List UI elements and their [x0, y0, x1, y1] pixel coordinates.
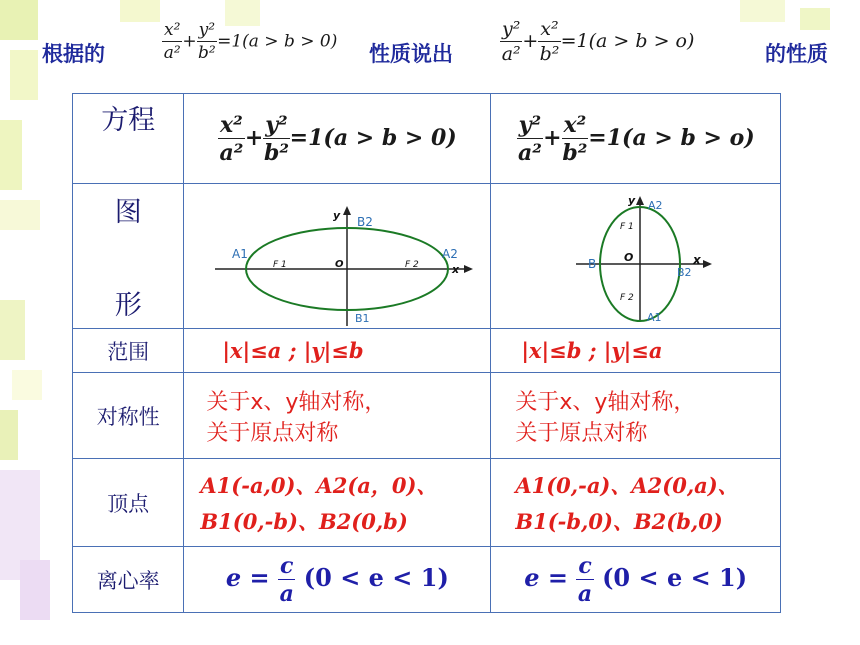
label-symmetry: 对称性: [73, 373, 184, 459]
row-eccentricity: [73, 547, 781, 613]
label-A2: A2: [442, 247, 459, 261]
decor-square: [740, 0, 785, 22]
label-F1: F 1: [273, 260, 288, 270]
heading-equation-2: $\frac{\text{y²}}{\text{a²}}$ + $\frac{\text{x²}}{\text{b²}}$ =1(a > b > o): [501, 18, 695, 65]
label-graph-bottom: 形: [114, 290, 142, 321]
label-equation: 方程: [73, 94, 184, 184]
label-graph: [73, 184, 184, 329]
cell-equation-right: [491, 94, 781, 184]
eccentricity-left: e = $\frac{c}{a}$ (0 < e < 1): [225, 552, 449, 607]
decor-square: [12, 370, 42, 400]
heading-intro: 根据的: [42, 42, 105, 66]
label-eccentricity: 离心率: [73, 547, 184, 613]
decor-square: [20, 560, 50, 620]
y-axis-label: y: [627, 194, 635, 207]
label-B2: B2: [357, 215, 374, 229]
y-axis-arrow: [343, 206, 351, 215]
x-axis-label: x: [452, 263, 460, 276]
label-A1: A1: [232, 247, 249, 261]
label-A2: A2: [647, 199, 663, 212]
heading-end: 的性质: [765, 42, 828, 66]
decor-square: [0, 0, 38, 40]
label-F1: F 1: [619, 222, 634, 232]
ellipse-properties-table: [72, 93, 781, 613]
label-B1: B: [587, 257, 596, 271]
vertices-left-line1: A1(-a,0)、A2(a，0)、: [200, 472, 438, 498]
label-O: O: [335, 259, 344, 270]
vertical-ellipse-diagram: [536, 186, 736, 326]
equation-left: $\frac{\text{x²}}{\text{a²}}$ + $\frac{\text{y²}}{\text{b²}}$ =1(a > b > 0): [219, 111, 457, 166]
label-graph-top: 图: [114, 197, 142, 228]
cell-symmetry-left: [184, 373, 491, 459]
vertices-right-line2: B1(-b,0)、B2(b,0): [515, 508, 723, 534]
label-range: 范围: [73, 329, 184, 373]
cell-equation-left: [184, 94, 491, 184]
decor-square: [800, 8, 830, 30]
symmetry-right-line1: 关于x、y轴对称，: [515, 389, 696, 415]
cell-graph-right: [491, 184, 781, 329]
cell-range-right: [491, 329, 781, 373]
y-axis-label: y: [333, 209, 341, 222]
decor-square: [0, 120, 22, 190]
label-F2: F 2: [619, 293, 634, 303]
cell-symmetry-right: [491, 373, 781, 459]
decor-square: [0, 410, 18, 460]
x-axis-label: x: [692, 253, 701, 267]
symmetry-left-line2: 关于原点对称: [206, 420, 339, 446]
label-vertices: 顶点: [73, 459, 184, 547]
vertices-right-line1: A1(0,-a)、A2(0,a)、: [515, 472, 739, 498]
x-axis-arrow: [703, 260, 712, 268]
range-right: |x|≤b ; |y|≤a: [521, 338, 663, 363]
symmetry-left-line1: 关于x、y轴对称，: [206, 389, 387, 415]
row-symmetry: [73, 373, 781, 459]
decor-square: [0, 300, 25, 360]
y-axis-arrow: [636, 196, 644, 205]
equation-right: $\frac{\text{y²}}{\text{a²}}$ + $\frac{\text{x²}}{\text{b²}}$ =1(a > b > o): [517, 111, 755, 166]
cell-vertices-right: [491, 459, 781, 547]
horizontal-ellipse-diagram: [187, 186, 487, 326]
label-O: O: [623, 251, 634, 264]
row-range: [73, 329, 781, 373]
decor-square: [120, 0, 160, 22]
label-B1: B1: [355, 312, 370, 325]
symmetry-right-line2: 关于原点对称: [515, 420, 648, 446]
cell-graph-left: [184, 184, 491, 329]
vertices-left-line2: B1(0,-b)、B2(0,b): [200, 508, 408, 534]
label-A1: A1: [646, 311, 662, 324]
row-vertices: [73, 459, 781, 547]
cell-eccentricity-right: [491, 547, 781, 613]
heading-equation-1: $\frac{\text{x²}}{\text{a²}}$ + $\frac{\text{y²}}{\text{b²}}$ =1(a > b > 0): [163, 20, 338, 63]
row-equation: [73, 94, 781, 184]
decor-square: [0, 200, 40, 230]
cell-range-left: [184, 329, 491, 373]
cell-vertices-left: [184, 459, 491, 547]
range-left: |x|≤a ; |y|≤b: [222, 338, 364, 363]
decor-square: [10, 50, 38, 100]
cell-eccentricity-left: [184, 547, 491, 613]
row-graph: [73, 184, 781, 329]
eccentricity-right: e = $\frac{c}{a}$ (0 < e < 1): [524, 552, 748, 607]
label-B2: B2: [676, 266, 692, 279]
label-F2: F 2: [405, 260, 420, 270]
heading-middle: 性质说出: [369, 42, 453, 66]
x-axis-arrow: [464, 265, 473, 273]
